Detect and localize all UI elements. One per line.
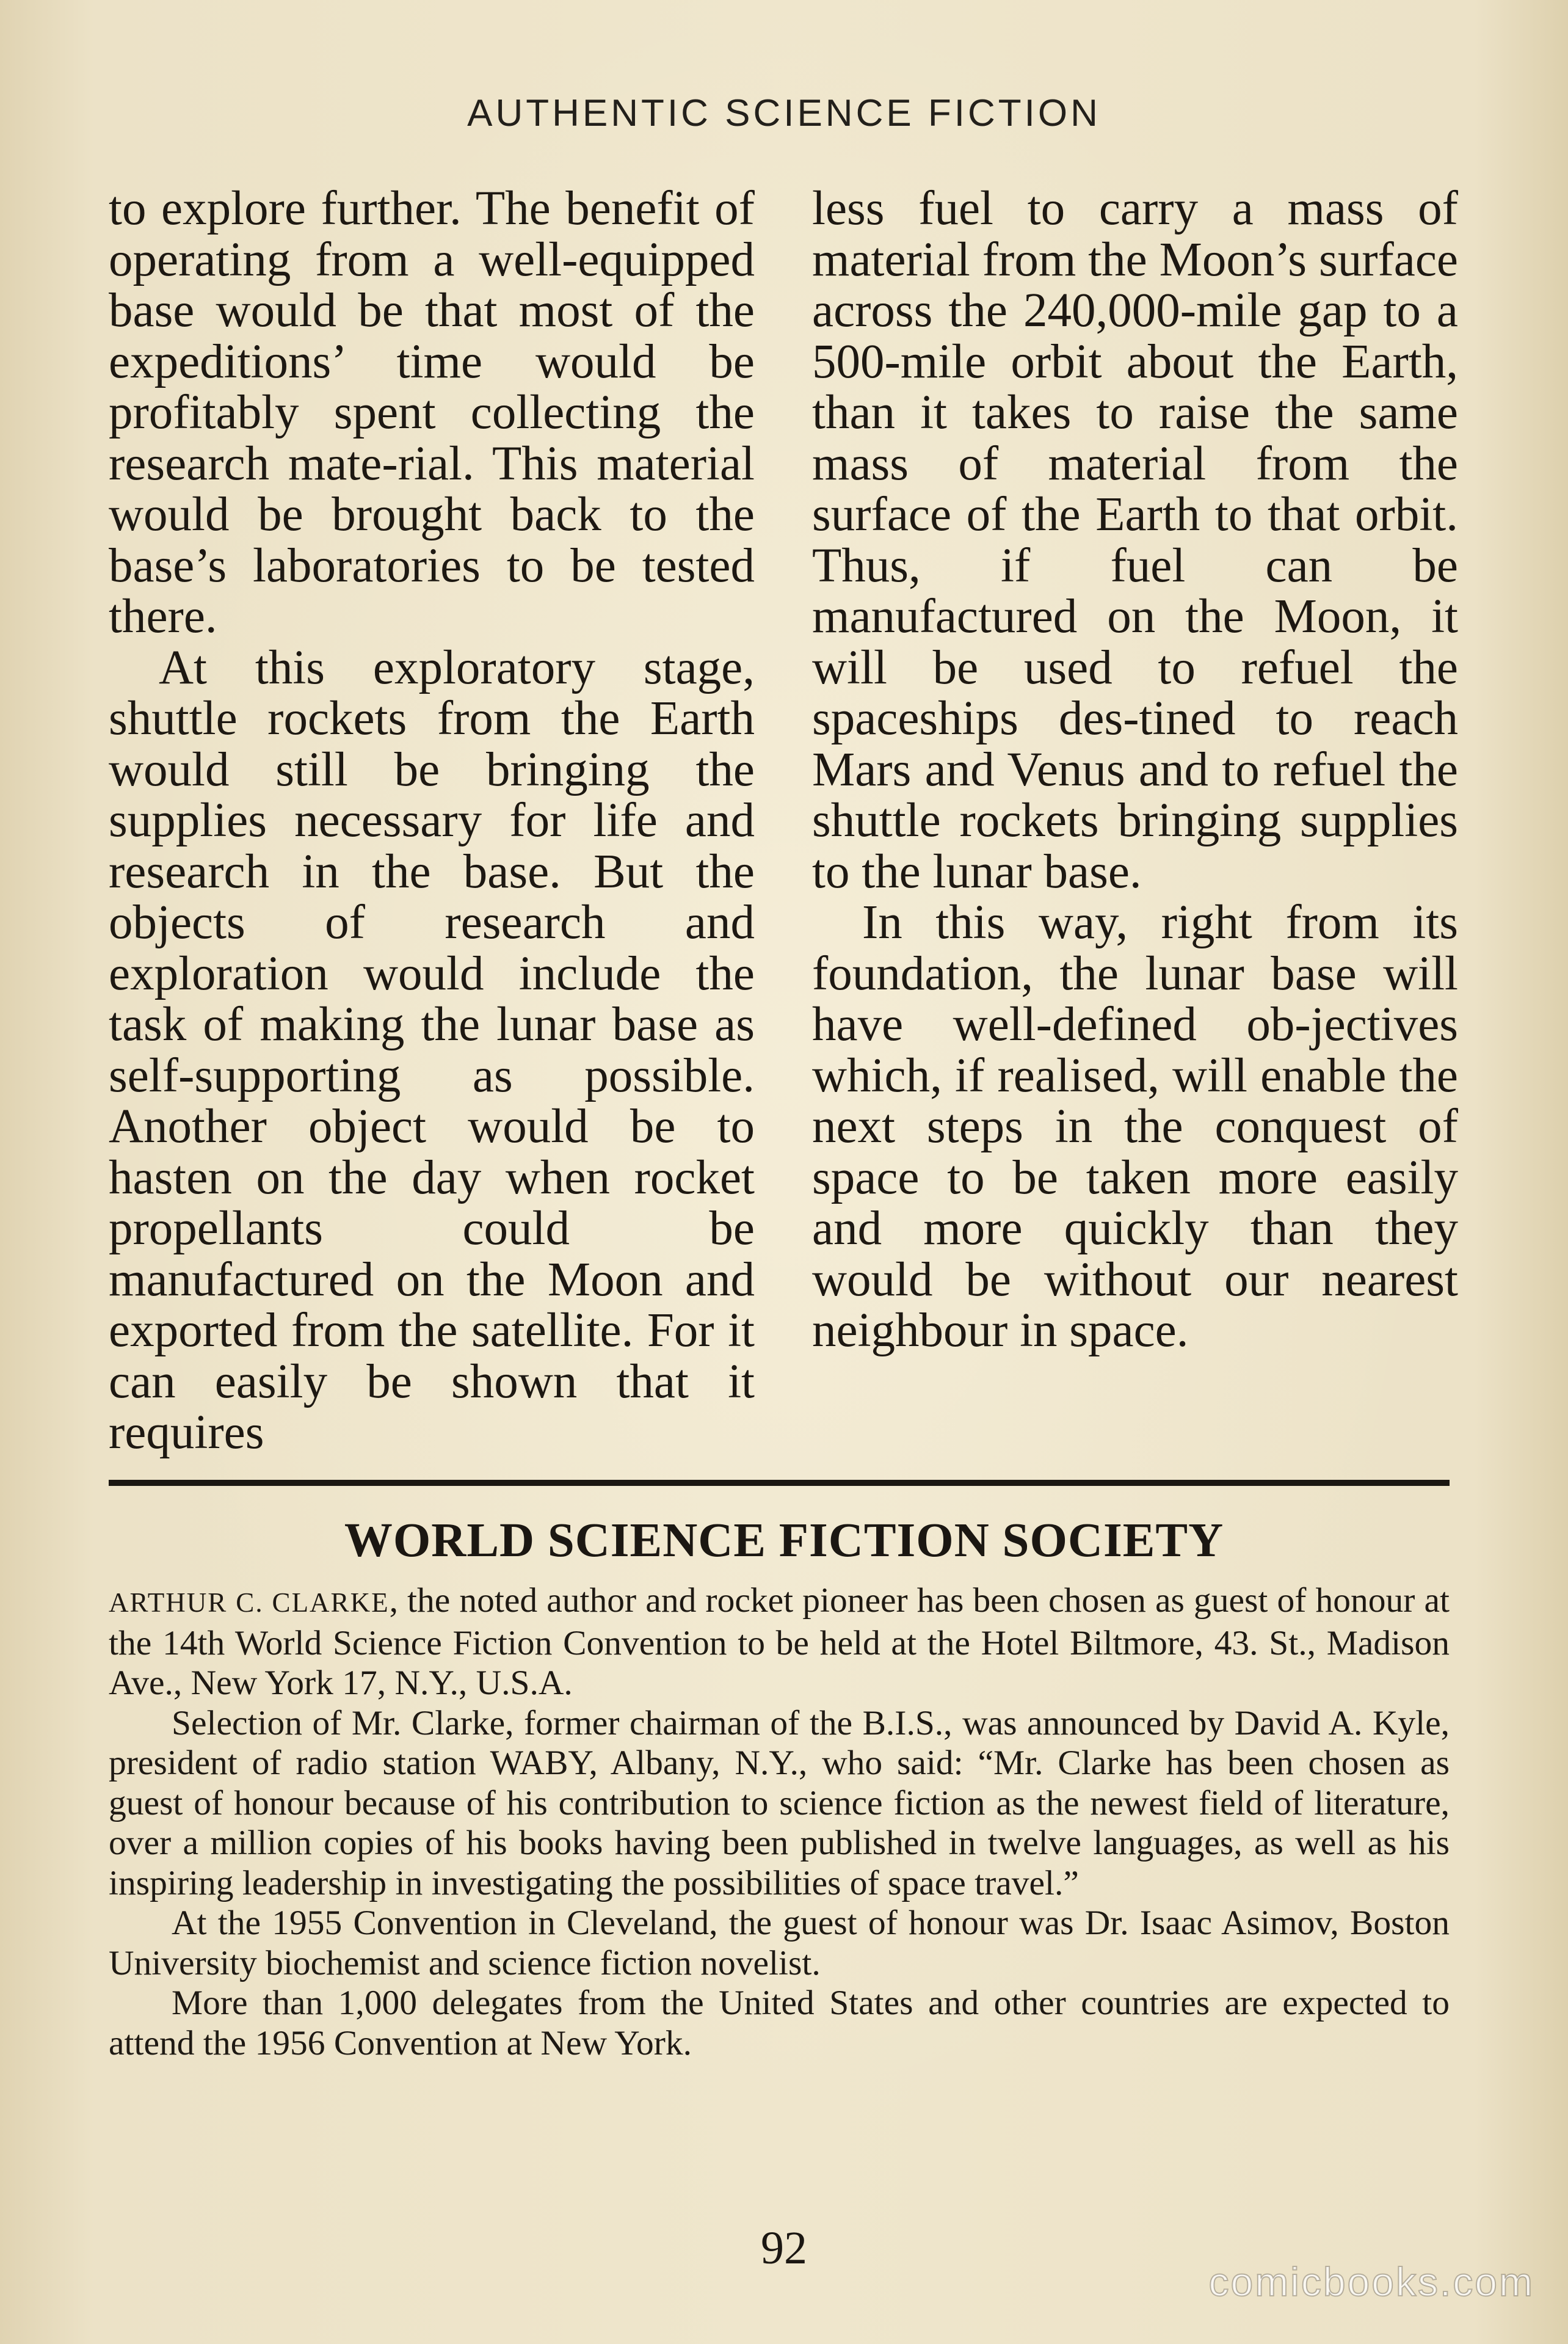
news-item-body [109,1581,1450,2063]
left-paragraph-2: At this exploratory stage, shuttle rockets from the Earth would still be bringing the supplies necessary for life and research in the base. But the objects of research and exploration would include the task of making the lunar base as self-supporting as possible. Another object would be to hasten on the day when rocket propellants could be manufactured on the Moon and exported from the satellite. For it can easily be shown that it requires [109,641,755,1459]
news-paragraph-2: Selection of Mr. Clarke, former chairman of the B.I.S., was announced by David A. Kyle, president of radio station WABY, Albany, N.Y., who said: “Mr. Clarke has been chosen as guest of honour because of his contribution to science fiction as the newest field of literature, over a million copies of his books having been published in twelve languages, as well as his inspiring leadership in investigating the possibilities of space travel.” [109,1703,1450,1902]
section-divider [109,1480,1450,1486]
page-number: 92 [761,2222,807,2274]
left-paragraph-1: to explore further. The benefit of operating from a well-equipped base would be that most of the expeditions’ time would be profitably spent collecting the research mate-rial. This material would be brought back to the base’s laboratories to be tested there. [109,182,755,643]
lead-name: ARTHUR C. CLARKE [109,1587,390,1618]
news-item-title: WORLD SCIENCE FICTION SOCIETY [344,1514,1224,1567]
news-paragraph-4: More than 1,000 delegates from the United States and other countries are expected to attend the 1956 Convention at New York. [109,1984,1450,2062]
right-paragraph-2: In this way, right from its foundation, the lunar base will have well-defined ob-jectives which, if realised, will enable the next steps in the conquest of space to be taken more easily and more quickly than they would be without our nearest neighbour in space. [812,896,1458,1357]
news-paragraph-3: At the 1955 Convention in Cleveland, the guest of honour was Dr. Isaac Asimov, Boston University biochemist and science fiction novelist. [109,1904,1450,1982]
news-paragraph-1-text: , the noted author and rocket pioneer has been chosen as guest of honour at the 14th World Science Fiction Convention to be held at the Hotel Biltmore, 43. St., Madison Ave., New York 17, N.Y., U.S.A. [109,1581,1450,1702]
news-paragraph-1 [109,1581,1450,1703]
left-column [109,183,755,1458]
right-paragraph-1: less fuel to carry a mass of material from the Moon’s surface across the 240,000-mile gap to a 500-mile orbit about the Earth, than it takes to raise the same mass of material from the surface of the Earth to that orbit. Thus, if fuel can be manufactured on the Moon, it will be used to refuel the spaceships des-tined to reach Mars and Venus and to refuel the shuttle rockets bringing supplies to the lunar base. [812,182,1458,898]
running-head: AUTHENTIC SCIENCE FICTION [467,92,1101,134]
right-column [812,183,1458,1356]
watermark: comicbooks.com [1208,2259,1534,2304]
